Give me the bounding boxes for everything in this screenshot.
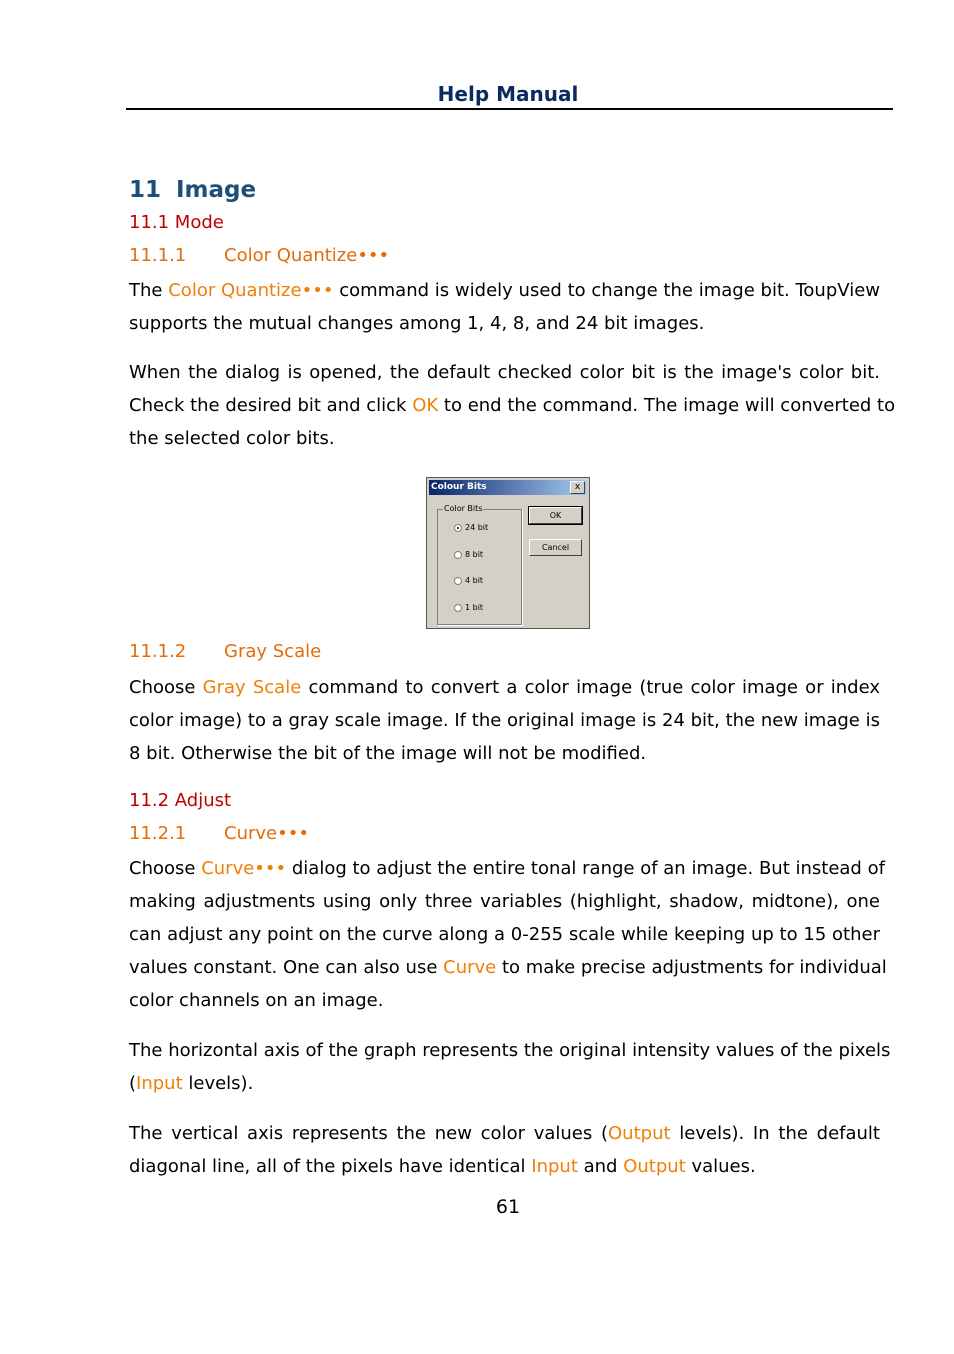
command-highlight: Output [608,1123,671,1144]
page-number: 61 [495,1196,521,1218]
command-highlight: OK [412,395,439,416]
text-line: Choose Curve••• dialog to adjust the entire tonal range of an image. But instead of [129,858,885,879]
command-highlight: Curve [443,957,497,978]
text-line: values constant. One can also use Curve to make precise adjustments for individual [129,957,887,978]
text-line: The vertical axis represents the new color values (Output levels). In the default [129,1123,880,1144]
text-line: the selected color bits. [129,428,335,449]
subsection-heading-adjust: 11.2 Adjust [129,790,232,811]
command-highlight: Output [623,1156,686,1177]
command-highlight: Gray Scale [202,677,302,698]
color-bits-group [437,504,522,625]
heading-color-quantize [129,245,389,266]
paragraph-color-quantize-1 [129,274,880,340]
radio-1-bit[interactable]: 1 bit [454,603,483,613]
header-title: Help Manual [437,82,579,106]
dialog-title-bar [429,480,587,495]
heading-gray-scale [129,641,321,662]
text-line: 8 bit. Otherwise the bit of the image will not be modified. [129,743,647,764]
radio-icon [454,604,462,612]
colour-bits-dialog [426,477,590,629]
section-number: 11 [129,177,162,203]
radio-selected-icon [454,524,462,532]
heading-title: Gray Scale [224,641,322,662]
text-line: The Color Quantize••• command is widely used to change the image bit. ToupView [129,280,880,301]
heading-curve [129,823,309,844]
radio-icon [454,551,462,559]
close-icon[interactable]: x [570,481,585,494]
text-line: diagonal line, all of the pixels have identical Input and Output values. [129,1156,756,1177]
group-label: Color Bits [444,504,483,513]
paragraph-color-quantize-2 [129,356,896,455]
dialog-title: Colour Bits [431,482,487,492]
command-highlight: Curve••• [201,858,287,879]
paragraph-curve-1 [129,852,887,1017]
text-line: When the dialog is opened, the default checked color bit is the image's color bit. [129,362,880,383]
paragraph-gray-scale [129,671,880,770]
heading-number: 11.1.1 [129,245,187,266]
text-line: Choose Gray Scale command to convert a color image (true color image or index [129,677,881,698]
radio-icon [454,577,462,585]
cancel-button[interactable]: Cancel [529,539,582,556]
header-rule [126,108,893,110]
ok-button[interactable]: OK [529,507,582,524]
text-line: Check the desired bit and click OK to end the command. The image will converted to [129,395,896,416]
radio-4-bit[interactable]: 4 bit [454,576,483,586]
text-line: making adjustments using only three variables (highlight, shadow, midtone), one [129,891,880,912]
subsection-heading-mode: 11.1 Mode [129,212,224,233]
text-line: can adjust any point on the curve along a 0-255 scale while keeping up to 15 other [129,924,880,945]
heading-title: Color Quantize••• [224,245,390,266]
text-line: color image) to a gray scale image. If the original image is 24 bit, the new image is [129,710,880,731]
heading-title: Curve••• [224,823,309,844]
command-highlight: Input [531,1156,578,1177]
text-line: supports the mutual changes among 1, 4, 8, and 24 bit images. [129,313,705,334]
text-line: (Input levels). [129,1073,254,1094]
text-line: color channels on an image. [129,990,384,1011]
heading-number: 11.2.1 [129,823,187,844]
paragraph-curve-3 [129,1117,880,1183]
command-highlight: Color Quantize••• [168,280,334,301]
heading-number: 11.1.2 [129,641,187,662]
paragraph-curve-2 [129,1034,891,1100]
text-line: The horizontal axis of the graph represents the original intensity values of the pixels [129,1040,891,1061]
radio-24-bit[interactable]: 24 bit [454,523,488,533]
section-heading [129,177,256,203]
section-title: Image [176,177,257,203]
command-highlight: Input [136,1073,183,1094]
radio-8-bit[interactable]: 8 bit [454,550,483,560]
